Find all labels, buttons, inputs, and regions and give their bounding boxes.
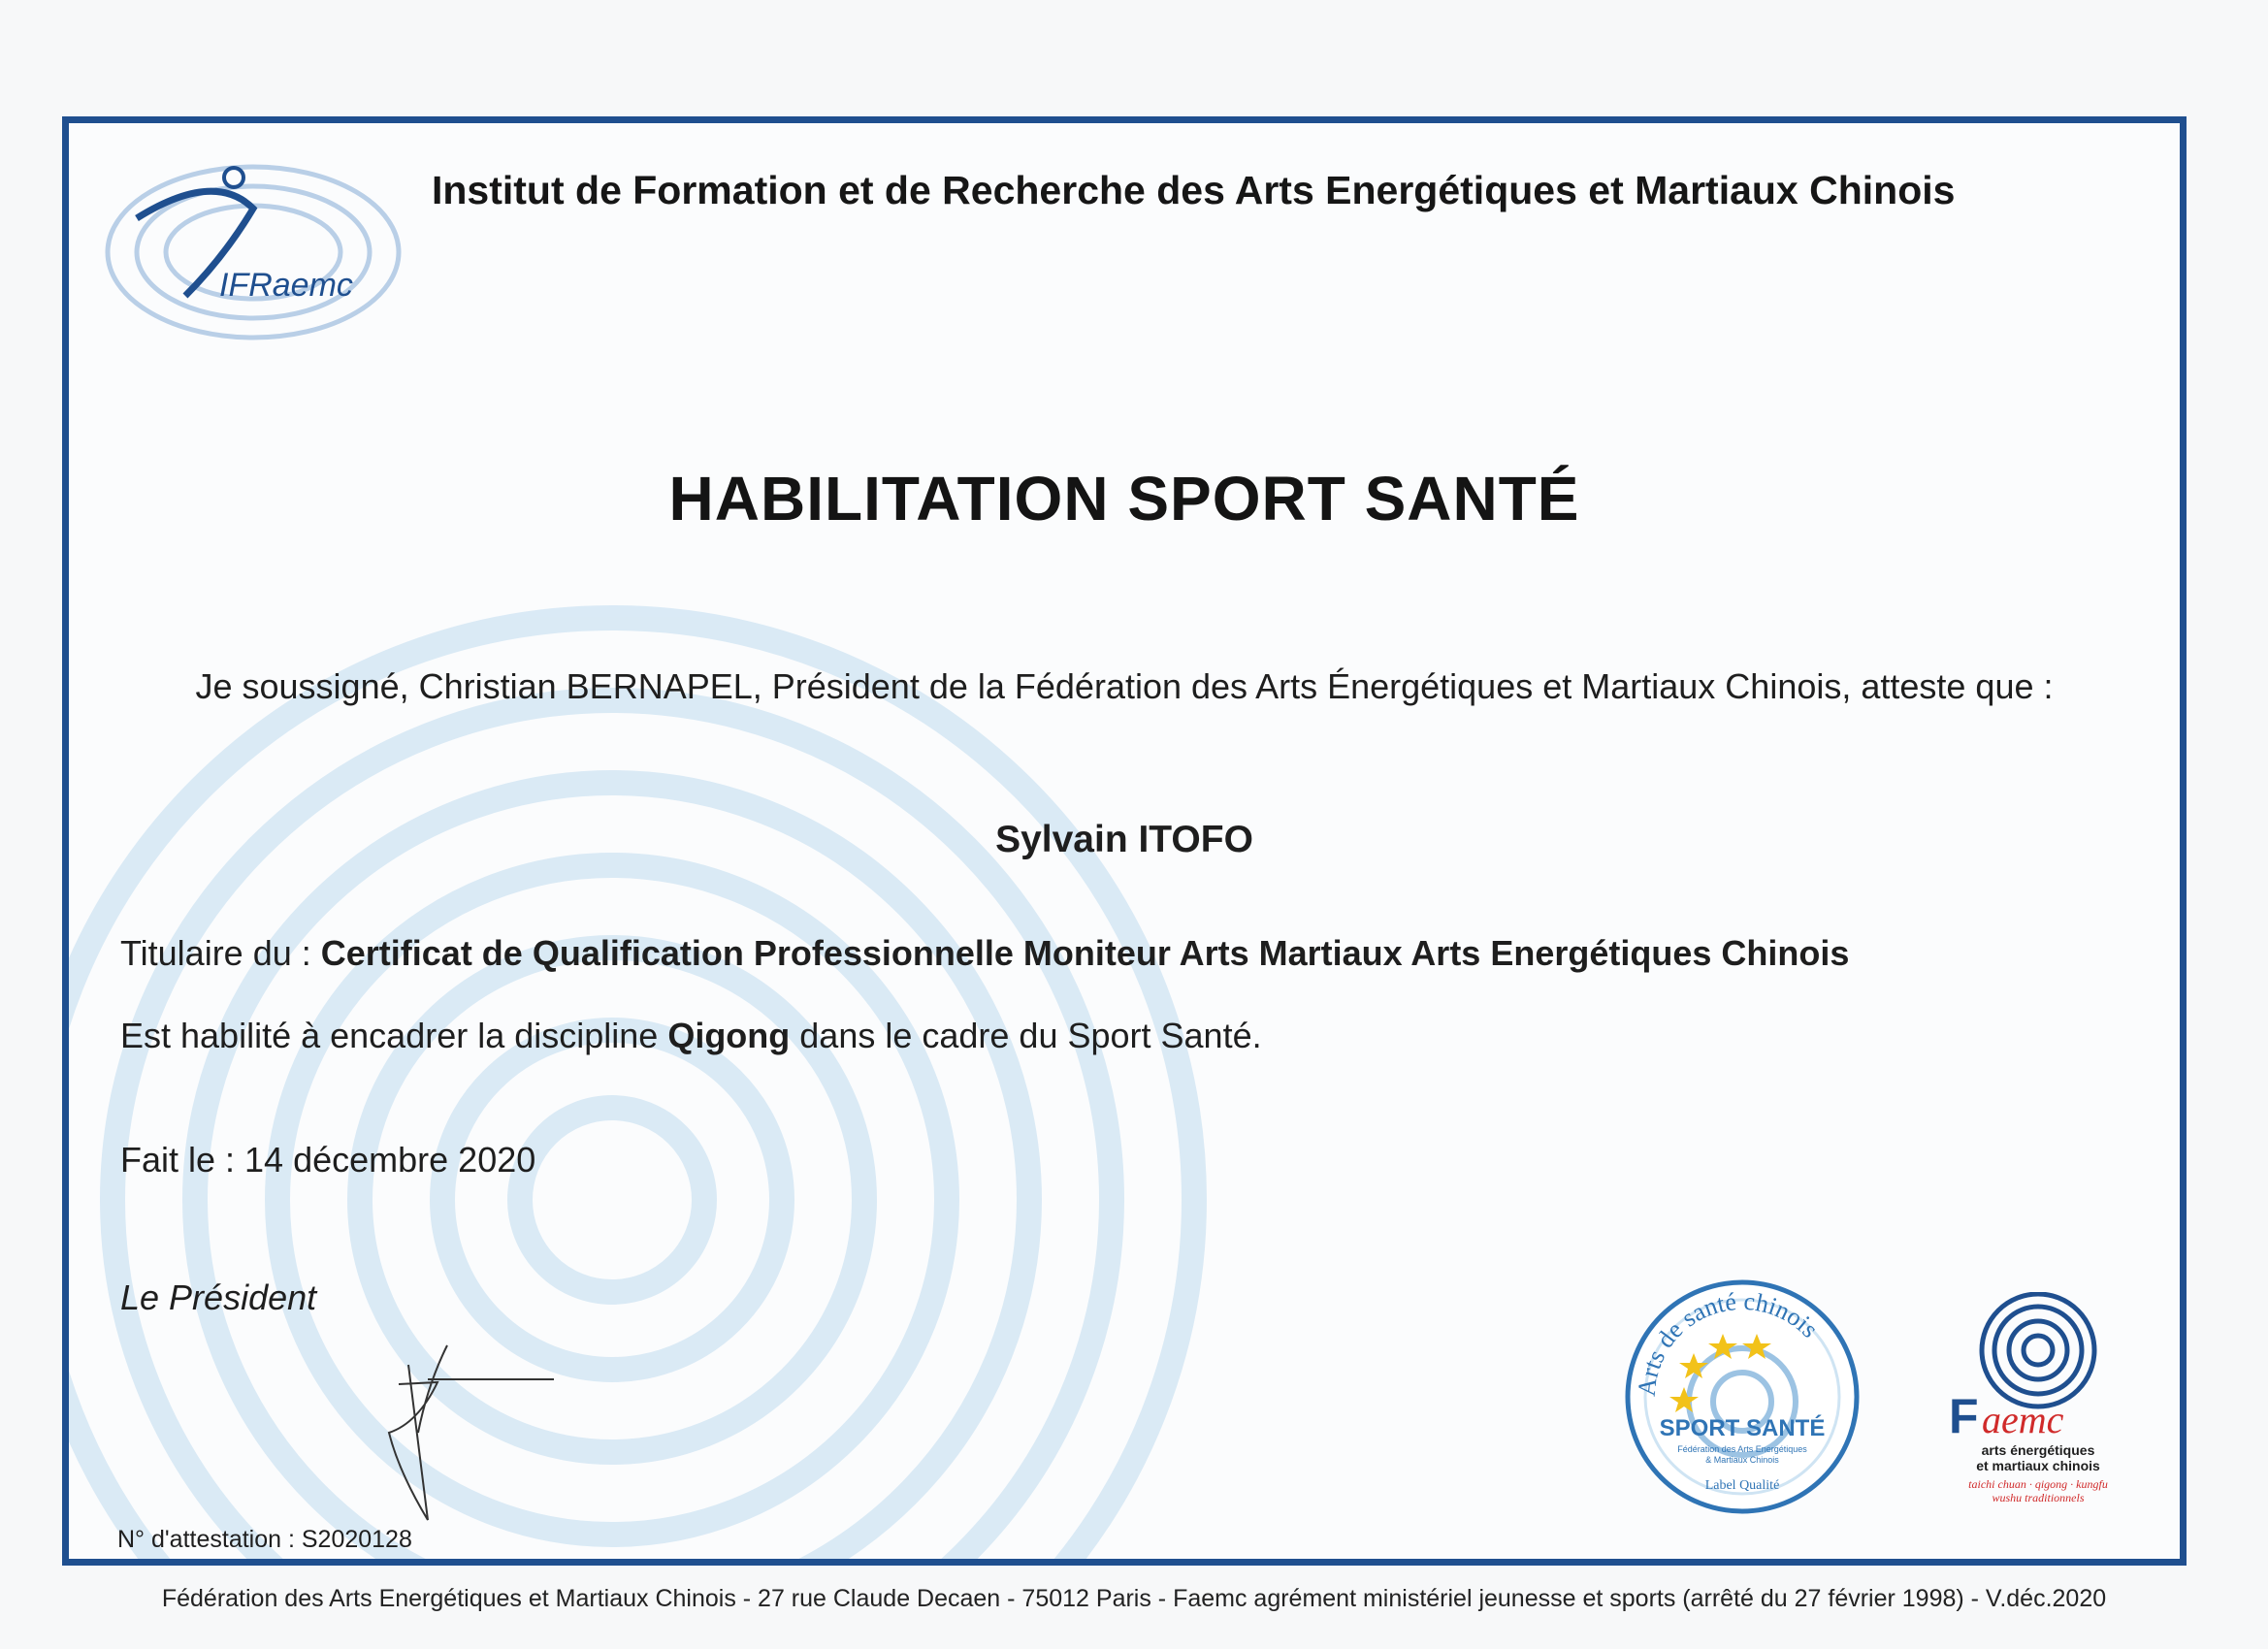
ifraemc-logo-text: IFRaemc [219, 267, 353, 304]
footer-address: Fédération des Arts Energétiques et Martiaux Chinois - 27 rue Claude Decaen - 75012 Paris - Faemc agrément ministériel jeunesse et sports (arrêté du 27 février 1998) - V.déc.2020 [161, 1585, 2107, 1612]
discipline-name: Qigong [667, 1016, 791, 1055]
date-line: Fait le : 14 décembre 2020 [120, 1140, 536, 1180]
holder-name: Sylvain ITOFO [995, 819, 1253, 860]
faemc-line2: et martiaux chinois [1976, 1458, 2100, 1473]
titulaire-prefix: Titulaire du : [120, 933, 321, 973]
habilitation-suffix: dans le cadre du Sport Santé. [790, 1016, 1262, 1055]
attestation-text: Je soussigné, Christian BERNAPEL, Président de la Fédération des Arts Énergétiques et Martiaux Chinois, atteste que : [195, 666, 2054, 706]
ifraemc-logo [98, 150, 408, 344]
seal-sub-line2: & Martiaux Chinois [1705, 1455, 1779, 1465]
faemc-line3: taichi chuan · qigong · kungfu [1968, 1477, 2108, 1491]
signatory-title: Le Président [120, 1277, 317, 1317]
faemc-name: aemc [1982, 1398, 2064, 1441]
titulaire-line [120, 933, 1849, 974]
habilitation-prefix: Est habilité à encadrer la discipline [120, 1016, 668, 1055]
seal-arc-text: Arts de santé chinois [1632, 1286, 1825, 1398]
certificate-name: Certificat de Qualification Professionnelle Moniteur Arts Martiaux Arts Energétiques Chinois [320, 933, 1850, 973]
handwritten-signature [360, 1326, 641, 1539]
sport-sante-seal [1621, 1276, 1863, 1518]
certificate-title: HABILITATION SPORT SANTÉ [668, 464, 1580, 534]
seal-bottom-text: Label Qualité [1704, 1478, 1780, 1493]
seal-main-text: SPORT SANTÉ [1659, 1415, 1826, 1441]
institute-name: Institut de Formation et de Recherche des Arts Energétiques et Martiaux Chinois [432, 168, 1956, 212]
attestation-number: N° d'attestation : S2020128 [117, 1526, 412, 1553]
faemc-line1: arts énergétiques [1981, 1442, 2095, 1458]
faemc-logo [1941, 1292, 2135, 1535]
faemc-letter-f: F [1949, 1389, 1979, 1443]
certificate-frame [62, 116, 2187, 1566]
habilitation-line [120, 1016, 1262, 1056]
faemc-line4: wushu traditionnels [1992, 1491, 2085, 1504]
seal-sub-line1: Fédération des Arts Energétiques [1677, 1444, 1807, 1454]
